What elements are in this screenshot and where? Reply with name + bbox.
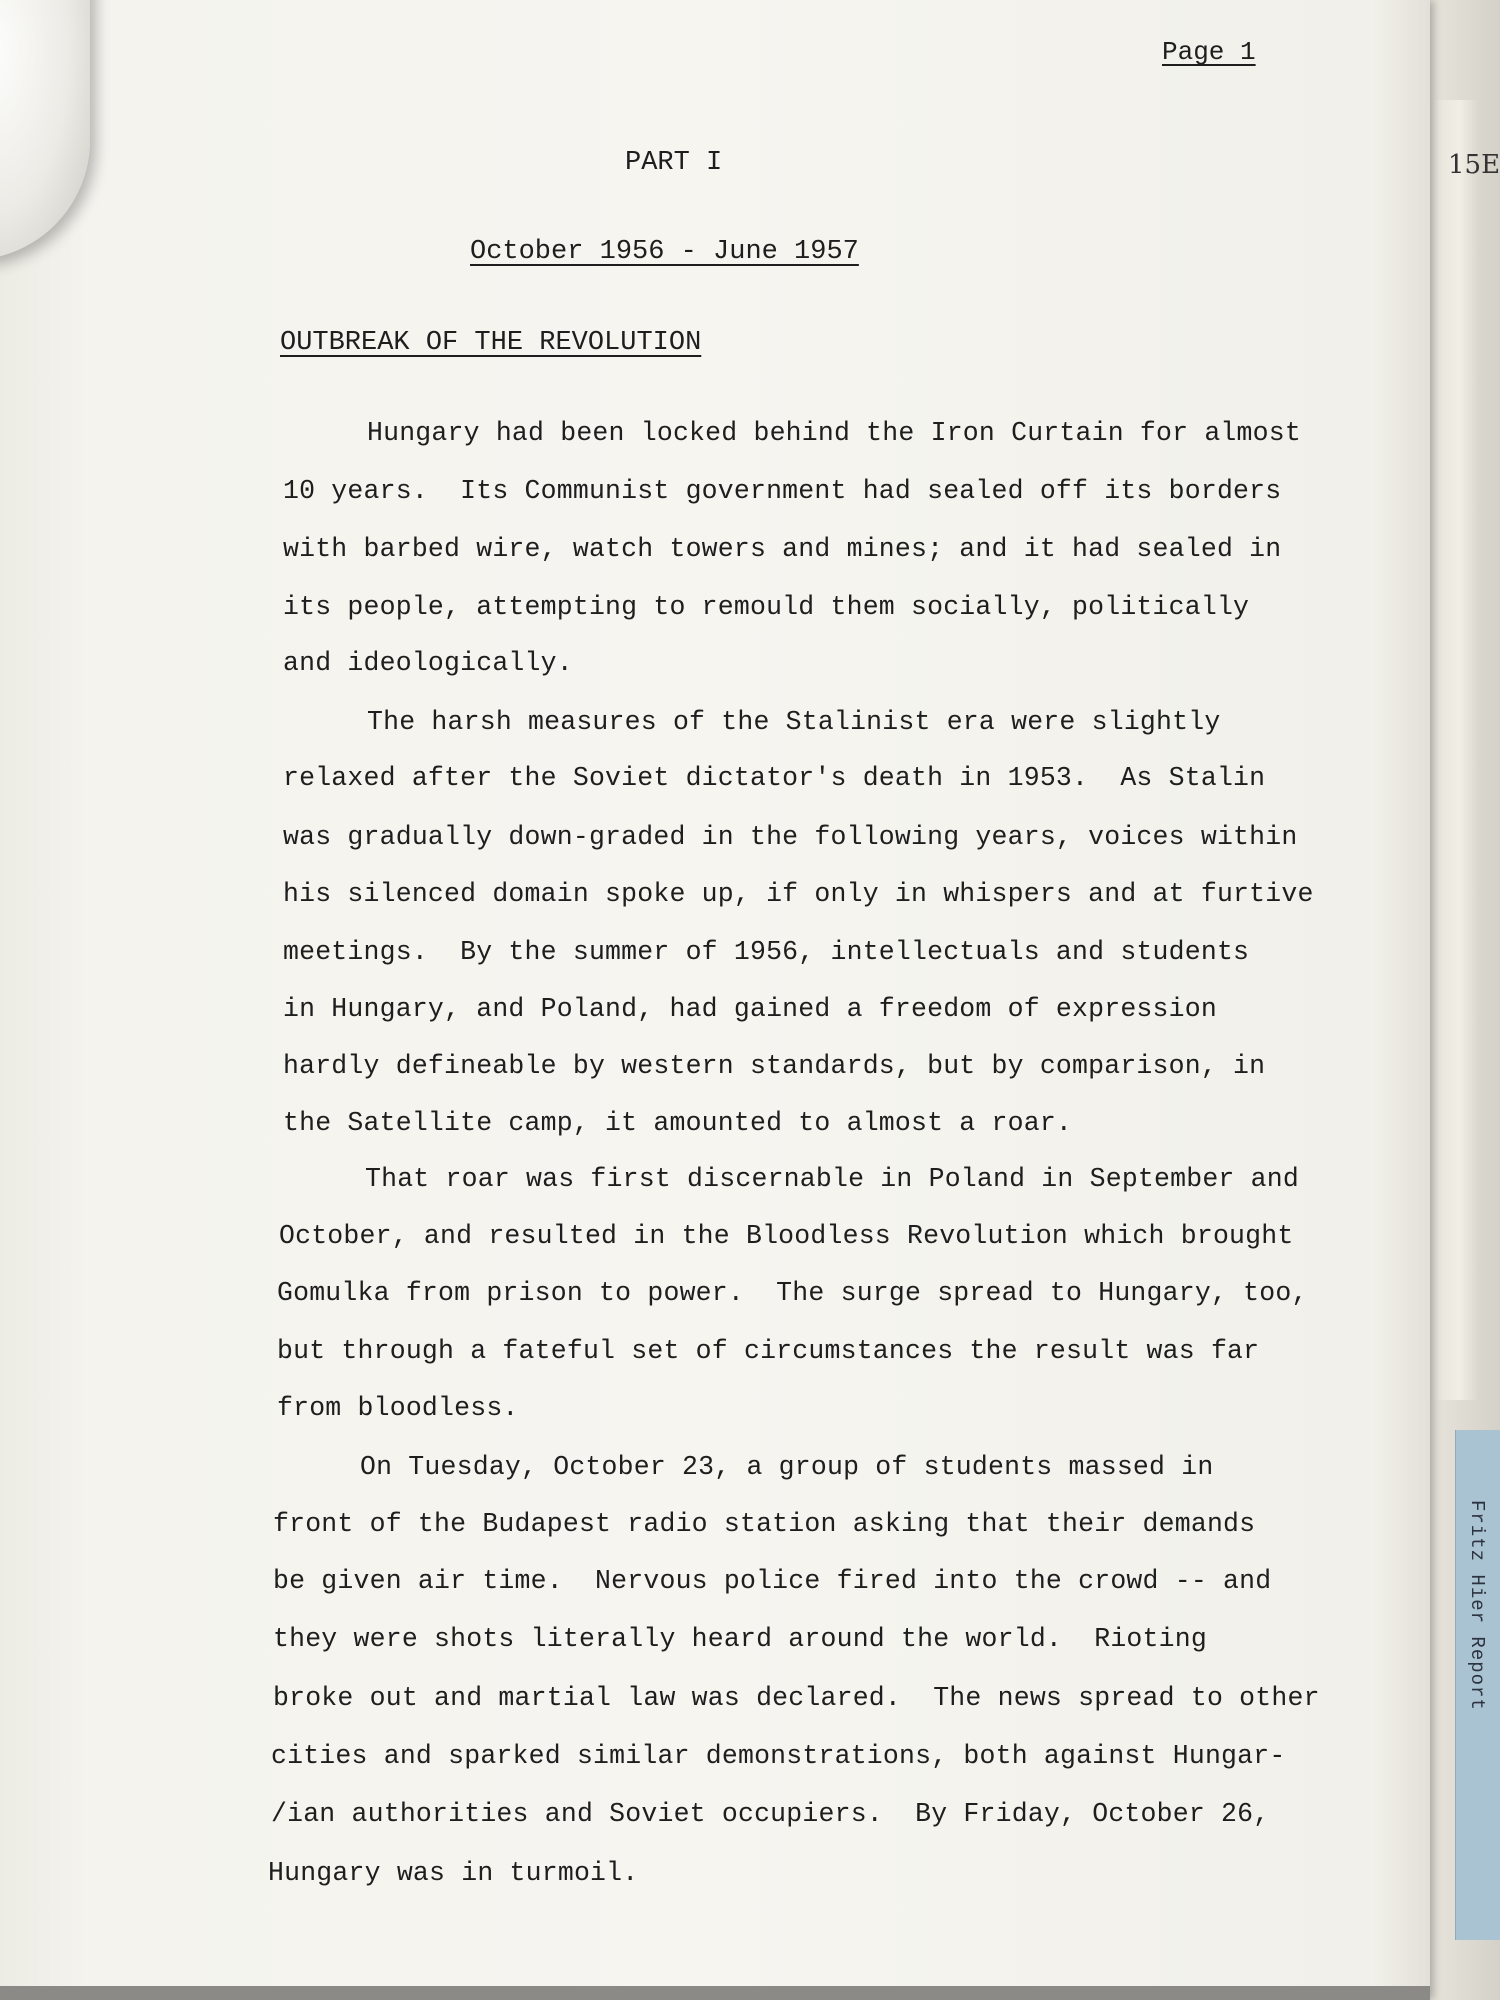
text-line: Gomulka from prison to power. The surge spread to Hungary, too, xyxy=(277,1278,1308,1308)
text-line: Hungary had been locked behind the Iron Curtain for almost xyxy=(367,418,1301,448)
text-line: Hungary was in turmoil. xyxy=(268,1858,639,1888)
date-range: October 1956 - June 1957 xyxy=(470,237,859,267)
text-line: was gradually down-graded in the following years, voices within xyxy=(283,822,1298,852)
text-line: its people, attempting to remould them socially, politically xyxy=(283,592,1250,622)
text-line: That roar was first discernable in Poland in September and xyxy=(365,1164,1299,1194)
page-number: Page 1 xyxy=(1162,37,1256,67)
text-line: in Hungary, and Poland, had gained a freedom of expression xyxy=(283,994,1217,1024)
text-line: but through a fateful set of circumstances the result was far xyxy=(277,1336,1260,1366)
text-line: be given air time. Nervous police fired into the crowd -- and xyxy=(273,1566,1272,1596)
text-line: cities and sparked similar demonstrations, both against Hungar- xyxy=(271,1741,1286,1771)
text-line: and ideologically. xyxy=(283,648,573,678)
text-line: hardly defineable by western standards, but by comparison, in xyxy=(283,1051,1266,1081)
text-line: 10 years. Its Communist government had sealed off its borders xyxy=(283,476,1282,506)
text-line: On Tuesday, October 23, a group of students massed in xyxy=(360,1452,1214,1482)
text-line: October, and resulted in the Bloodless Revolution which brought xyxy=(279,1221,1294,1251)
text-line: his silenced domain spoke up, if only in whispers and at furtive xyxy=(283,879,1314,909)
part-title: PART I xyxy=(625,148,723,178)
text-line: broke out and martial law was declared. The news spread to other xyxy=(273,1683,1320,1713)
text-line: The harsh measures of the Stalinist era were slightly xyxy=(367,707,1221,737)
curled-page-corner xyxy=(0,0,90,260)
back-sheet-ink: 15E xyxy=(1448,150,1500,180)
text-line: relaxed after the Soviet dictator's death in 1953. As Stalin xyxy=(283,763,1266,793)
back-sheet-edge xyxy=(1430,100,1480,1400)
file-tab-label: Fritz Hier Report xyxy=(1466,1500,1488,1711)
text-line: they were shots literally heard around the world. Rioting xyxy=(273,1624,1207,1654)
text-line: the Satellite camp, it amounted to almost a roar. xyxy=(283,1108,1073,1138)
text-line: front of the Budapest radio station asking that their demands xyxy=(273,1509,1256,1539)
section-heading: OUTBREAK OF THE REVOLUTION xyxy=(280,328,702,358)
text-line: meetings. By the summer of 1956, intellectuals and students xyxy=(283,937,1250,967)
bottom-edge xyxy=(0,1986,1430,2000)
text-line: from bloodless. xyxy=(277,1393,519,1423)
text-line: with barbed wire, watch towers and mines; and it had sealed in xyxy=(283,534,1282,564)
text-line: /ian authorities and Soviet occupiers. By Friday, October 26, xyxy=(271,1799,1270,1829)
